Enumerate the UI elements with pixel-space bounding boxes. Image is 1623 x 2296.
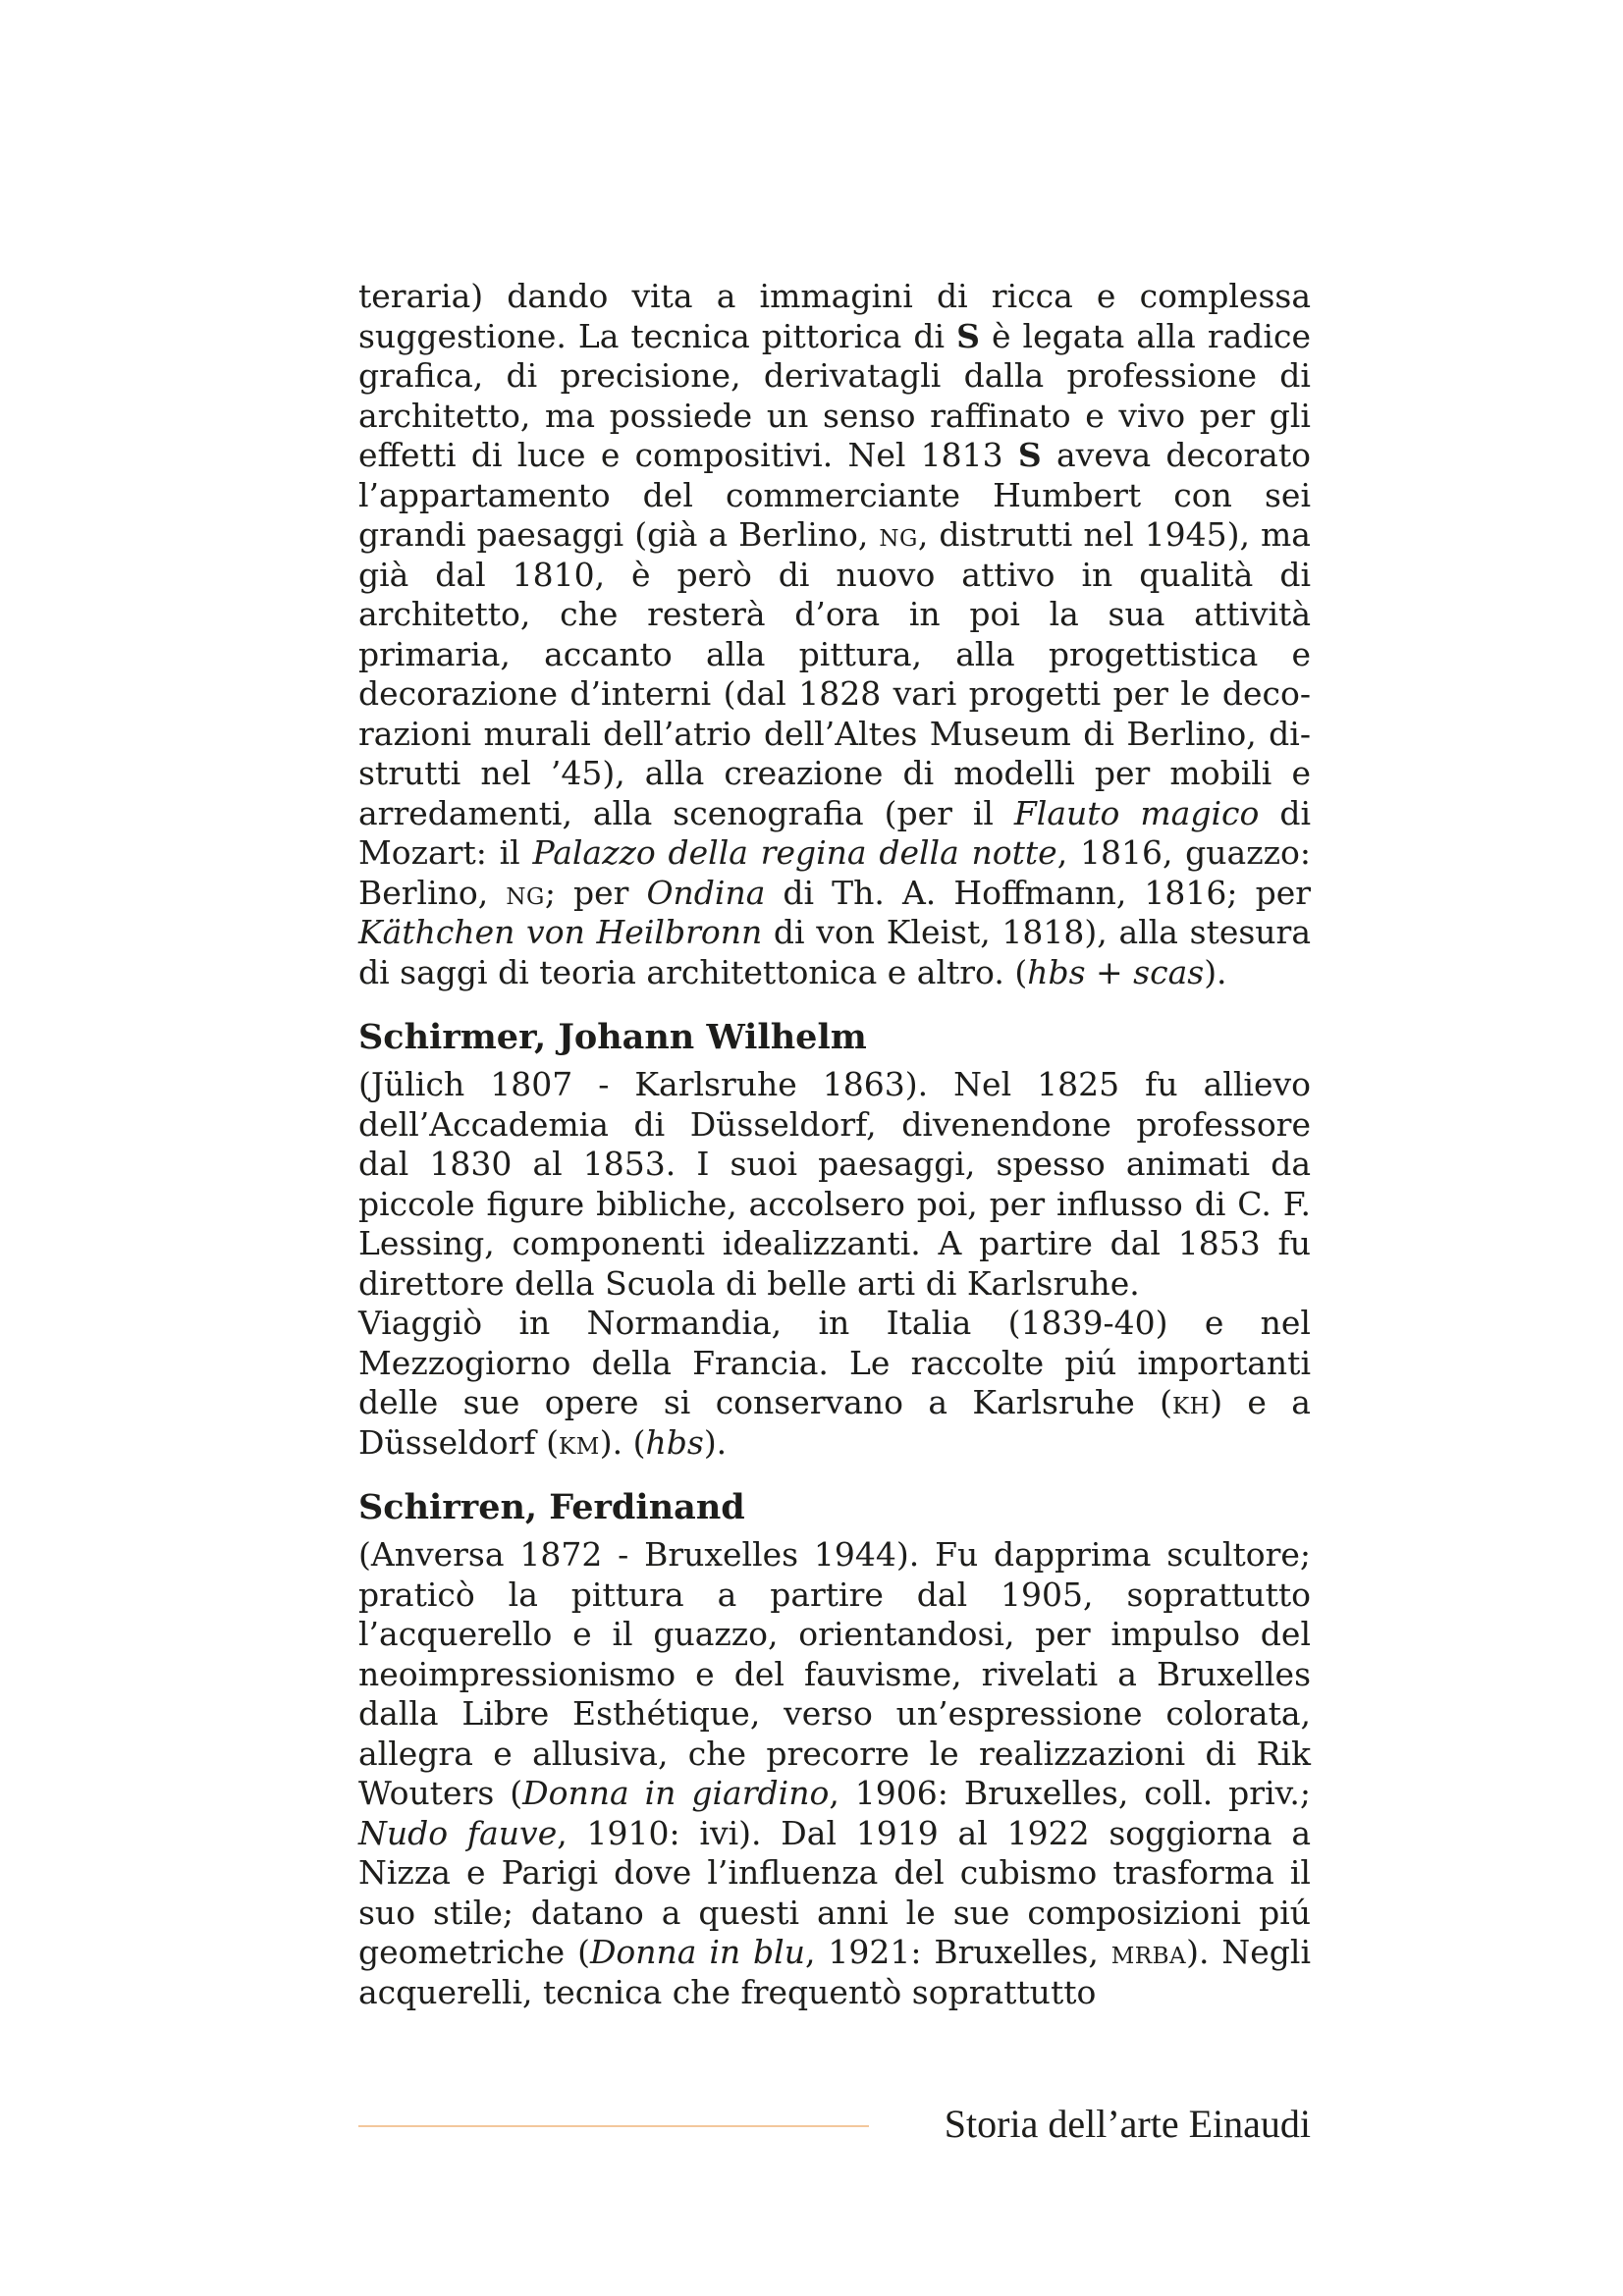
italic-title: Donna in blu xyxy=(589,1933,805,1971)
bold-abbreviation: S xyxy=(956,316,980,355)
text-run: , 1816, guazzo: Berlino, xyxy=(358,833,1311,912)
italic-title: Donna in giardino xyxy=(522,1774,830,1812)
italic-title: Palazzo della regina della notte xyxy=(532,833,1057,872)
text-run: (Anversa 1872 - Bruxelles 1944). Fu dapprima scultore; praticò la pittura a partire dal 1905, soprattutto l’acquerello e il guazzo, orientandosi, per impulso del neoimpressionismo e del fauvisme, rivelati a Bruxelles dalla Libre Esthétique, verso un’espressione colorata, allegra e allusiva, che precorre le realizzazioni di Rik Wouters ( xyxy=(358,1535,1311,1812)
italic-title: hbs + scas xyxy=(1027,952,1205,991)
text-run: , 1910: ivi). Dal 1919 al 1922 soggiorna a Nizza e Parigi dove l’influenza del cubismo trasforma il suo stile; datano a questi anni le sue composizioni piú geometriche ( xyxy=(358,1813,1311,1971)
text-run: teraria) dando vita a immagini di ricca e complessa suggestione. La tecnica pittorica di xyxy=(358,277,1311,355)
collection-abbreviation: kh xyxy=(1171,1383,1211,1421)
text-run: di von Kleist, 1818), alla stesura di saggi di teoria architettonica e altro. ( xyxy=(358,913,1311,991)
entry-heading-schirren: Schirren, Ferdinand xyxy=(358,1487,745,1527)
italic-title: Flauto magico xyxy=(1013,793,1260,832)
italic-title: Ondina xyxy=(646,873,766,912)
text-run: è legata alla radice grafica, di precisione, derivatagli dalla professione di architetto, ma possiede un senso raffinato e vivo per gli effetti di luce e compositivi. Nel 1813 xyxy=(358,316,1311,474)
italic-title: hbs xyxy=(645,1422,704,1462)
italic-title: Nudo fauve xyxy=(358,1813,558,1852)
collection-abbreviation: km xyxy=(559,1422,600,1462)
text-run: Viaggiò in Normandia, in Italia (1839-40) e nel Mezzogiorno della Francia. Le raccolte piú importanti delle sue opere si conservano a Karlsruhe ( xyxy=(358,1304,1311,1421)
text-column xyxy=(358,277,1311,2012)
text-run: , 1906: Bruxelles, coll. priv.; xyxy=(829,1774,1311,1812)
text-run: ) e a Düsseldorf ( xyxy=(358,1383,1311,1462)
text-run: , 1921: Bruxelles, xyxy=(805,1933,1111,1971)
bold-abbreviation: S xyxy=(1017,436,1042,474)
italic-title: Käthchen von Heilbronn xyxy=(358,913,763,951)
schirren-paragraph xyxy=(358,1535,1311,2012)
text-run: ; per xyxy=(544,873,647,912)
text-run: di Mozart: il xyxy=(358,793,1312,872)
continuation-paragraph xyxy=(358,277,1311,992)
text-run: , distrutti nel 1945), ma già dal 1810, è però di nuovo attivo in qualità di architetto, che resterà d’ora in poi la sua attività primaria, accanto alla pittura, alla progettistica e decorazione d’interni (dal 1828 vari progetti per le decorazioni murali dell’atrio dell’Altes Museum di Berlino, distrutti nel ’45), alla creazione di modelli per mobili e arredamenti, alla scenografia (per il xyxy=(358,515,1311,832)
footer-title: Storia dell’arte Einaudi xyxy=(944,2102,1311,2146)
footer-rule xyxy=(358,2125,869,2127)
collection-abbreviation: ng xyxy=(506,873,545,912)
text-run: di Th. A. Hoffmann, 1816; per xyxy=(765,873,1311,912)
schirmer-paragraph-2 xyxy=(358,1304,1311,1463)
text-run: (Jülich 1807 - Karlsruhe 1863). Nel 1825 fu allievo dell’Accademia di Düsseldorf, divenendone professore dal 1830 al 1853. I suoi paesaggi, spesso animati da piccole figure bibliche, accolsero poi, per influsso di C. F. Lessing, componenti idealizzanti. A partire dal 1853 fu direttore della Scuola di belle arti di Karlsruhe. xyxy=(358,1065,1311,1303)
collection-abbreviation: ng xyxy=(879,515,918,554)
text-run: ). xyxy=(703,1422,728,1462)
text-run: aveva decorato l’appartamento del commerciante Humbert con sei grandi paesaggi (già a Berlino, xyxy=(358,436,1311,554)
schirmer-paragraph-1 xyxy=(358,1065,1311,1304)
text-run: ). Negli acquerelli, tecnica che frequentò soprattutto xyxy=(358,1933,1312,2011)
text-run: ). ( xyxy=(599,1422,646,1462)
entry-heading-schirmer: Schirmer, Johann Wilhelm xyxy=(358,1017,867,1057)
text-run: ). xyxy=(1204,952,1227,991)
collection-abbreviation: mrba xyxy=(1110,1933,1187,1971)
